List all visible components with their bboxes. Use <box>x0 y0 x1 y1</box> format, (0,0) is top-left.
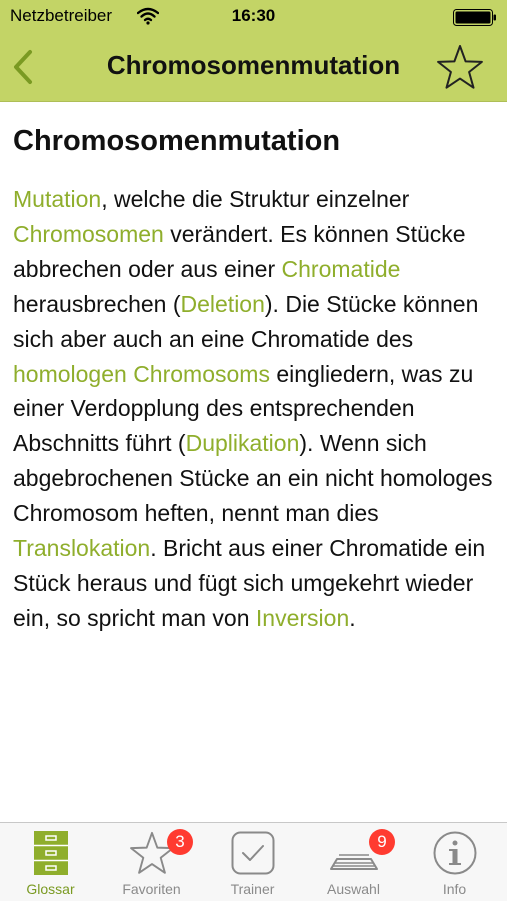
tab-label: Auswahl <box>327 881 380 897</box>
selection-badge: 9 <box>369 829 395 855</box>
glossary-link[interactable]: Deletion <box>180 290 265 317</box>
glossary-link[interactable]: homologen Chromosoms <box>13 360 270 387</box>
info-icon <box>433 831 477 875</box>
tab-glossar[interactable] <box>0 823 101 901</box>
glossary-link[interactable]: Chromosomen <box>13 220 164 247</box>
tab-auswahl[interactable] <box>303 823 404 901</box>
article-body <box>13 182 498 636</box>
tab-favoriten[interactable] <box>101 823 202 901</box>
page-title: Chromosomenmutation <box>106 50 401 80</box>
body-text-fragment: . <box>349 604 356 631</box>
back-button[interactable] <box>10 48 38 86</box>
article <box>0 102 507 822</box>
glossary-link[interactable]: Mutation <box>13 186 102 212</box>
glossary-link[interactable]: Inversion <box>255 604 350 631</box>
status-bar <box>0 0 507 34</box>
article-heading: Chromosomenmutation <box>13 125 341 157</box>
favorites-badge: 3 <box>167 829 193 855</box>
tab-label: Trainer <box>230 881 275 897</box>
body-text-fragment: verändert. Es können Stücke abbrechen oder aus einer <box>13 220 466 282</box>
glossary-link[interactable]: Translokation <box>13 535 151 562</box>
glossary-link[interactable]: Chromatide <box>281 255 401 282</box>
clock: 16:30 <box>231 6 276 25</box>
filing-cabinet-icon <box>34 831 68 875</box>
body-text-fragment: . Bricht aus einer Chromatide ein Stück heraus und fügt sich umgekehrt wieder ein, so spricht man von <box>13 535 486 631</box>
body-text-fragment: , welche die Struktur einzelner <box>101 186 410 212</box>
tab-info[interactable] <box>404 823 505 901</box>
tab-trainer[interactable] <box>202 823 303 901</box>
favorite-star-button[interactable] <box>437 44 483 90</box>
tab-label: Info <box>442 881 467 897</box>
top-bar <box>0 0 507 102</box>
tab-label: Glossar <box>26 881 75 897</box>
body-text-fragment: eingliedern, was zu einer Verdopplung des entsprechenden Abschnitts führt ( <box>13 360 474 457</box>
carrier-label: Netzbetreiber <box>10 6 113 25</box>
tab-bar <box>0 822 507 901</box>
body-text-fragment: ). Die Stücke können sich aber auch an eine Chromatide des <box>13 290 479 352</box>
body-text-fragment: herausbrechen ( <box>13 290 181 317</box>
battery-icon <box>453 9 497 26</box>
tab-label: Favoriten <box>122 881 181 897</box>
glossary-link[interactable]: Duplikation <box>185 430 300 457</box>
body-text-fragment: ). Wenn sich abgebrochenen Stücke an ein nicht homologes Chromosom heften, nennt man dies <box>13 430 493 527</box>
checkbox-icon <box>231 831 275 875</box>
